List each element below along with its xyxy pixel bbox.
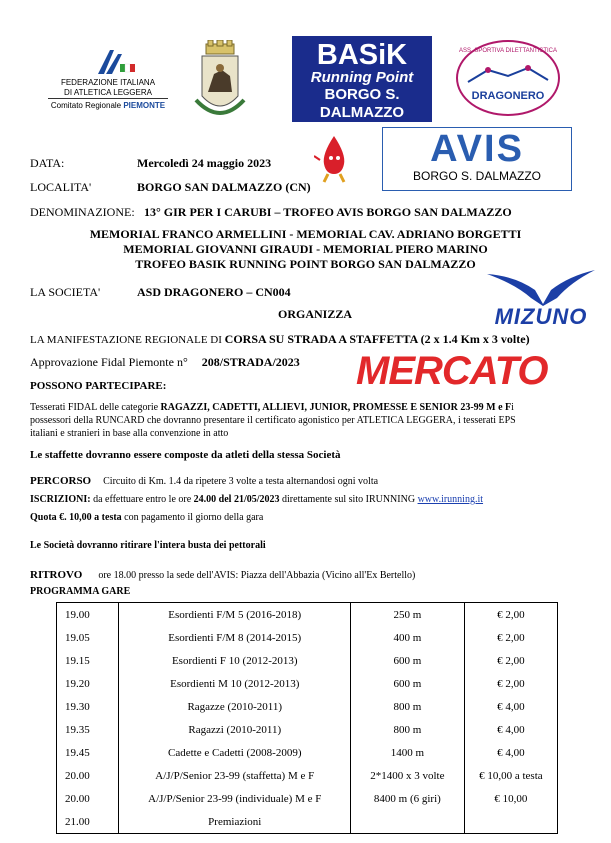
denominazione-label: DENOMINAZIONE: [30,205,135,219]
program-category: Esordienti F 10 (2012-2013) [119,649,351,672]
memorial-line-2: MEMORIAL GIOVANNI GIRAUDI - MEMORIAL PIERO MARINO [123,242,488,256]
possono-partecipare: POSSONO PARTECIPARE: [30,380,167,392]
program-fee: € 2,00 [464,672,557,695]
blood-drop-icon [314,134,354,184]
mizuno-logo [485,268,597,330]
table-row [57,764,558,787]
ritirare-note: Le Società dovranno ritirare l'intera busta dei pettorali [30,540,266,551]
iscrizioni-text-c: direttamente sul sito IRUNNING [279,494,418,505]
staffette-note: Le staffette dovranno essere composte da atleti della stessa Società [30,449,341,461]
program-distance: 400 m [351,626,465,649]
mercato-logo [356,349,566,393]
program-time: 19.00 [57,603,119,627]
memorials [0,227,611,272]
avis-logo-text: AVIS [430,128,524,170]
fidal-emblem-icon [48,46,168,78]
denominazione-value: 13° GIR PER I CARUBI – TROFEO AVIS BORGO SAN DALMAZZO [144,205,512,219]
percorso [30,471,378,489]
fidal-line1: FEDERAZIONE ITALIANA [60,78,156,87]
basik-title: BASiK [316,39,408,71]
program-fee: € 4,00 [464,741,557,764]
quota [30,512,263,523]
program-category: Ragazze (2010-2011) [119,695,351,718]
dragonero-name: DRAGONERO [471,90,545,102]
societa-label: LA SOCIETA' [30,285,101,299]
ritrovo-value: ore 18.00 presso la sede dell'AVIS: Piazza dell'Abbazia (Vicino all'Ex Bertello) [98,570,416,581]
tesserati-prefix: Tesserati FIDAL delle categorie [30,402,161,413]
manifestazione [30,332,530,347]
program-time: 19.30 [57,695,119,718]
mizuno-text: MIZUNO [494,304,588,329]
program-fee: € 4,00 [464,695,557,718]
table-row [57,741,558,764]
coat-of-arms-icon [192,40,248,128]
program-fee: € 4,00 [464,718,557,741]
mercato-text: MERCATO [356,349,548,393]
tesserati-line-1 [30,401,590,414]
avis-mascot [314,134,354,184]
runners-icon [458,62,558,86]
program-fee [464,810,557,834]
approvazione-label: Approvazione Fidal Piemonte n° [30,355,188,369]
program-category: Esordienti F/M 8 (2014-2015) [119,626,351,649]
quota-text: con pagamento il giorno della gara [121,512,264,523]
program-time: 19.15 [57,649,119,672]
program-distance: 800 m [351,695,465,718]
tesserati-suffix: i [511,402,514,413]
program-time: 19.45 [57,741,119,764]
program-fee: € 10,00 [464,787,557,810]
program-distance: 250 m [351,603,465,627]
program-fee: € 2,00 [464,649,557,672]
mizuno-runbird-icon [485,268,597,306]
fidal-comitato-label: Comitato Regionale [50,101,124,110]
iscrizioni [30,494,483,505]
tesserati-line-3: italiani e stranieri in base alla convenzione in atto [30,428,229,439]
avis-logo [382,127,572,191]
tesserati-categorie: RAGAZZI, CADETTI, ALLIEVI, JUNIOR, PROMESSE E SENIOR 23-99 M e F [160,402,512,413]
program-category: Ragazzi (2010-2011) [119,718,351,741]
dragonero-logo [456,40,560,116]
manifestazione-type: CORSA SU STRADA A STAFFETTA (2 x 1.4 Km x 3 volte) [224,332,530,346]
program-time: 20.00 [57,764,119,787]
approvazione-number: 208/STRADA/2023 [201,355,300,369]
program-distance: 2*1400 x 3 volte [351,764,465,787]
quota-amount: Quota €. 10,00 a testa [30,512,122,523]
fidal-comitato [48,98,168,110]
fidal-logo [48,46,168,122]
program-category: Esordienti F/M 5 (2016-2018) [119,603,351,627]
program-fee: € 2,00 [464,603,557,627]
table-row [57,672,558,695]
program-category: A/J/P/Senior 23-99 (staffetta) M e F [119,764,351,787]
program-time: 19.35 [57,718,119,741]
program-category: Esordienti M 10 (2012-2013) [119,672,351,695]
table-row [57,718,558,741]
program-fee: € 10,00 a testa [464,764,557,787]
manifestazione-prefix: LA MANIFESTAZIONE REGIONALE DI [30,334,225,346]
localita-value: BORGO SAN DALMAZZO (CN) [137,180,311,194]
program-category: A/J/P/Senior 23-99 (individuale) M e F [119,787,351,810]
program-distance: 600 m [351,672,465,695]
tesserati-block [30,401,590,440]
percorso-value: Circuito di Km. 1.4 da ripetere 3 volte a testa alternandosi ogni volta [103,476,379,487]
data-value: Mercoledì 24 maggio 2023 [137,156,272,170]
ritrovo-label: RITROVO [30,569,83,581]
memorial-line-1: MEMORIAL FRANCO ARMELLINI - MEMORIAL CAV. ADRIANO BORGETTI [89,227,522,241]
data-label: DATA: [30,156,65,170]
organizza: ORGANIZZA [278,307,353,321]
approvazione [30,355,300,370]
program-distance: 800 m [351,718,465,741]
program-time: 19.05 [57,626,119,649]
iscrizioni-label: ISCRIZIONI: [30,494,91,505]
table-row [57,649,558,672]
basik-logo [292,36,432,121]
iscrizioni-text-a: da effettuare entro le ore [90,494,194,505]
program-distance: 8400 m (6 giri) [351,787,465,810]
avis-logo-sub: BORGO S. DALMAZZO [412,169,541,183]
ritrovo [30,565,415,583]
table-row [57,603,558,627]
program-distance: 1400 m [351,741,465,764]
table-row [57,626,558,649]
program-table-body [57,603,558,834]
table-row [57,810,558,834]
basik-location: BORGO S. DALMAZZO [292,86,432,122]
program-table [56,602,558,834]
fidal-comitato-region: PIEMONTE [123,101,166,110]
programma-title: PROGRAMMA GARE [30,586,131,597]
localita-label: LOCALITA' [30,180,92,194]
memorial-line-3: TROFEO BASIK RUNNING POINT BORGO SAN DALMAZZO [135,257,476,271]
program-category: Cadette e Cadetti (2008-2009) [119,741,351,764]
borgo-coat-of-arms [192,40,248,128]
program-distance [351,810,465,834]
program-category: Premiazioni [119,810,351,834]
table-row [57,695,558,718]
percorso-label: PERCORSO [30,475,92,487]
program-fee: € 2,00 [464,626,557,649]
dragonero-top-text: ASS. SPORTIVA DILETTANTISTICA [458,48,558,54]
program-distance: 600 m [351,649,465,672]
program-time: 21.00 [57,810,119,834]
societa-value: ASD DRAGONERO – CN004 [137,285,291,299]
irunning-link[interactable]: www.irunning.it [417,494,484,505]
basik-subtitle: Running Point [310,69,414,86]
iscrizioni-deadline: 24.00 del 21/05/2023 [193,494,280,505]
program-time: 20.00 [57,787,119,810]
fidal-line2: DI ATLETICA LEGGERA [64,88,152,97]
program-time: 19.20 [57,672,119,695]
table-row [57,787,558,810]
tesserati-line-2: possessori della RUNCARD che dovranno presentare il certificato agonistico per ATLETICA LEGGERA, i tesserati EPS [30,415,516,426]
